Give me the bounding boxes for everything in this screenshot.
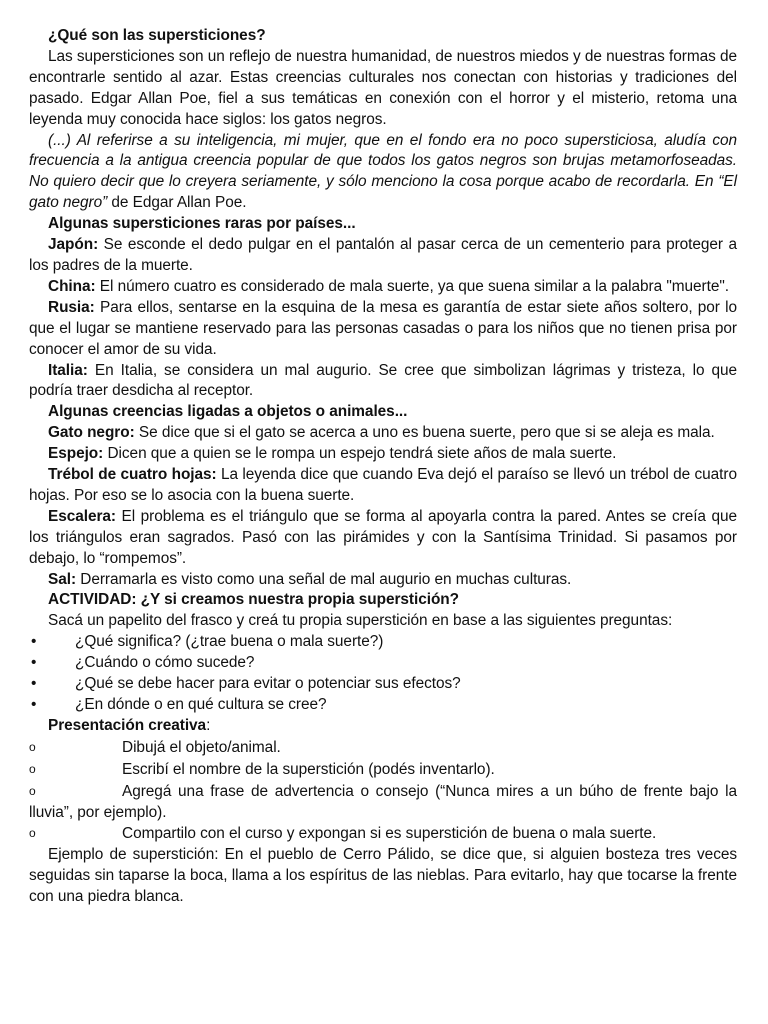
- step-text: Agregá una frase de advertencia o consejo (“Nunca mires a un búho de frente bajo la lluvia”, por ejemplo).: [29, 782, 737, 821]
- object-label: Trébol de cuatro hojas:: [48, 466, 217, 484]
- poe-quote: [29, 131, 737, 215]
- question-text: ¿Qué significa? (¿trae buena o mala suerte?): [75, 633, 384, 651]
- activity-question: [29, 653, 737, 674]
- bullet-marker: •: [31, 696, 37, 713]
- country-label: Italia:: [48, 361, 88, 379]
- country-label: Rusia:: [48, 298, 95, 316]
- country-item-china: [29, 277, 737, 298]
- presentation-heading: [29, 716, 737, 737]
- circle-marker: o: [29, 761, 36, 776]
- object-item-gato-negro: [29, 423, 737, 444]
- quote-source: de Edgar Allan Poe.: [107, 194, 247, 212]
- country-label: China:: [48, 277, 96, 295]
- object-text: La leyenda dice que cuando Eva dejó el paraíso se llevó un trébol de cuatro hojas. Por eso se lo asocia con la buena suerte.: [29, 466, 737, 504]
- bullet-marker: •: [31, 675, 37, 693]
- activity-question: [29, 674, 737, 695]
- presentation-step: [29, 823, 737, 845]
- page-title: ¿Qué son las supersticiones?: [48, 27, 266, 44]
- bullet-marker: •: [31, 633, 37, 651]
- circle-marker: o: [29, 783, 36, 798]
- country-text: En Italia, se considera un mal augurio. Se cree que simbolizan lágrimas y tristeza, lo que podría traer desdicha al receptor.: [29, 361, 737, 400]
- activity-instructions: Sacá un papelito del frasco y creá tu propia superstición en base a las siguientes preguntas:: [48, 612, 673, 630]
- document-page: [29, 26, 737, 908]
- circle-marker: o: [29, 739, 36, 754]
- object-text: Se dice que si el gato se acerca a uno es buena suerte, pero que si se aleja es mala.: [134, 424, 715, 442]
- object-item-espejo: [29, 444, 737, 465]
- object-label: Escalera:: [48, 507, 117, 525]
- object-text: Derramarla es visto como una señal de mal augurio en muchas culturas.: [76, 570, 572, 588]
- presentation-step: [29, 759, 737, 781]
- step-text: Compartilo con el curso y expongan si es superstición de buena o mala suerte.: [122, 825, 657, 843]
- activity-question: [29, 695, 737, 716]
- intro-paragraph: Las supersticiones son un reflejo de nuestra humanidad, de nuestros miedos y de nuestras formas de encontrarle sentido al azar. Estas creencias culturales nos conectan con historias y tradiciones del pasado. Edgar Allan Poe, fiel a sus temáticas en conexión con el horror y el misterio, retoma una leyenda muy conocida hace siglos: los gatos negros.: [29, 47, 737, 128]
- bullet-marker: •: [31, 654, 37, 672]
- countries-heading: Algunas supersticiones raras por países...: [48, 215, 356, 233]
- country-text: Se esconde el dedo pulgar en el pantalón al pasar cerca de un cementerio para proteger a los padres de la muerte.: [29, 236, 737, 274]
- country-item-japon: [29, 235, 737, 277]
- presentation-heading-label: Presentación creativa: [48, 716, 207, 734]
- activity-question: [29, 632, 737, 653]
- presentation-heading-colon: :: [206, 716, 211, 734]
- country-item-italia: [29, 361, 737, 403]
- question-text: ¿Cuándo o cómo sucede?: [75, 654, 255, 672]
- object-label: Sal:: [48, 570, 77, 588]
- object-item-sal: [29, 570, 737, 591]
- circle-marker: o: [29, 826, 36, 841]
- object-item-trebol: [29, 465, 737, 507]
- presentation-step: [29, 737, 737, 759]
- question-text: ¿En dónde o en qué cultura se cree?: [75, 696, 327, 713]
- question-text: ¿Qué se debe hacer para evitar o potenciar sus efectos?: [75, 675, 461, 693]
- activity-heading: ACTIVIDAD: ¿Y si creamos nuestra propia superstición?: [48, 591, 459, 609]
- country-item-rusia: [29, 298, 737, 361]
- step-text: Escribí el nombre de la superstición (podés inventarlo).: [122, 760, 495, 778]
- country-label: Japón:: [48, 236, 99, 254]
- object-item-escalera: [29, 507, 737, 570]
- presentation-step: [29, 781, 737, 824]
- object-label: Gato negro:: [48, 424, 135, 442]
- object-text: El problema es el triángulo que se forma al apoyarla contra la pared. Antes se creía que los triángulos eran sagrados. Pasó con las pirámides y con la Santísima Trinidad. Si pasamos por debajo, lo “rompemos”.: [29, 507, 737, 567]
- step-text: Dibujá el objeto/animal.: [122, 738, 281, 756]
- quote-text: (...) Al referirse a su inteligencia, mi mujer, que en el fondo era no poco supersticiosa, aludía con frecuencia a la antigua creencia popular de que todos los gatos negros son brujas metamorfoseadas. No quiero decir que lo creyera seriamente, y sólo menciono la cosa porque acabo de recordarla. En “El gato negro”: [29, 131, 737, 212]
- country-text: Para ellos, sentarse en la esquina de la mesa es garantía de estar siete años soltero, por lo que el lugar se mantiene reservado para las personas casadas o para los niños que no tienen prisa por conocer el amor de su vida.: [29, 298, 737, 358]
- object-text: Dicen que a quien se le rompa un espejo tendrá siete años de mala suerte.: [103, 445, 617, 463]
- example-paragraph: Ejemplo de superstición: En el pueblo de Cerro Pálido, se dice que, si alguien bosteza tres veces seguidas sin taparse la boca, llama a los espíritus de las nieblas. Para evitarlo, hay que tocarse la frente con una piedra blanca.: [29, 846, 737, 906]
- object-label: Espejo:: [48, 445, 104, 463]
- objects-heading: Algunas creencias ligadas a objetos o animales...: [48, 403, 408, 421]
- country-text: El número cuatro es considerado de mala suerte, ya que suena similar a la palabra "muerte".: [95, 277, 729, 295]
